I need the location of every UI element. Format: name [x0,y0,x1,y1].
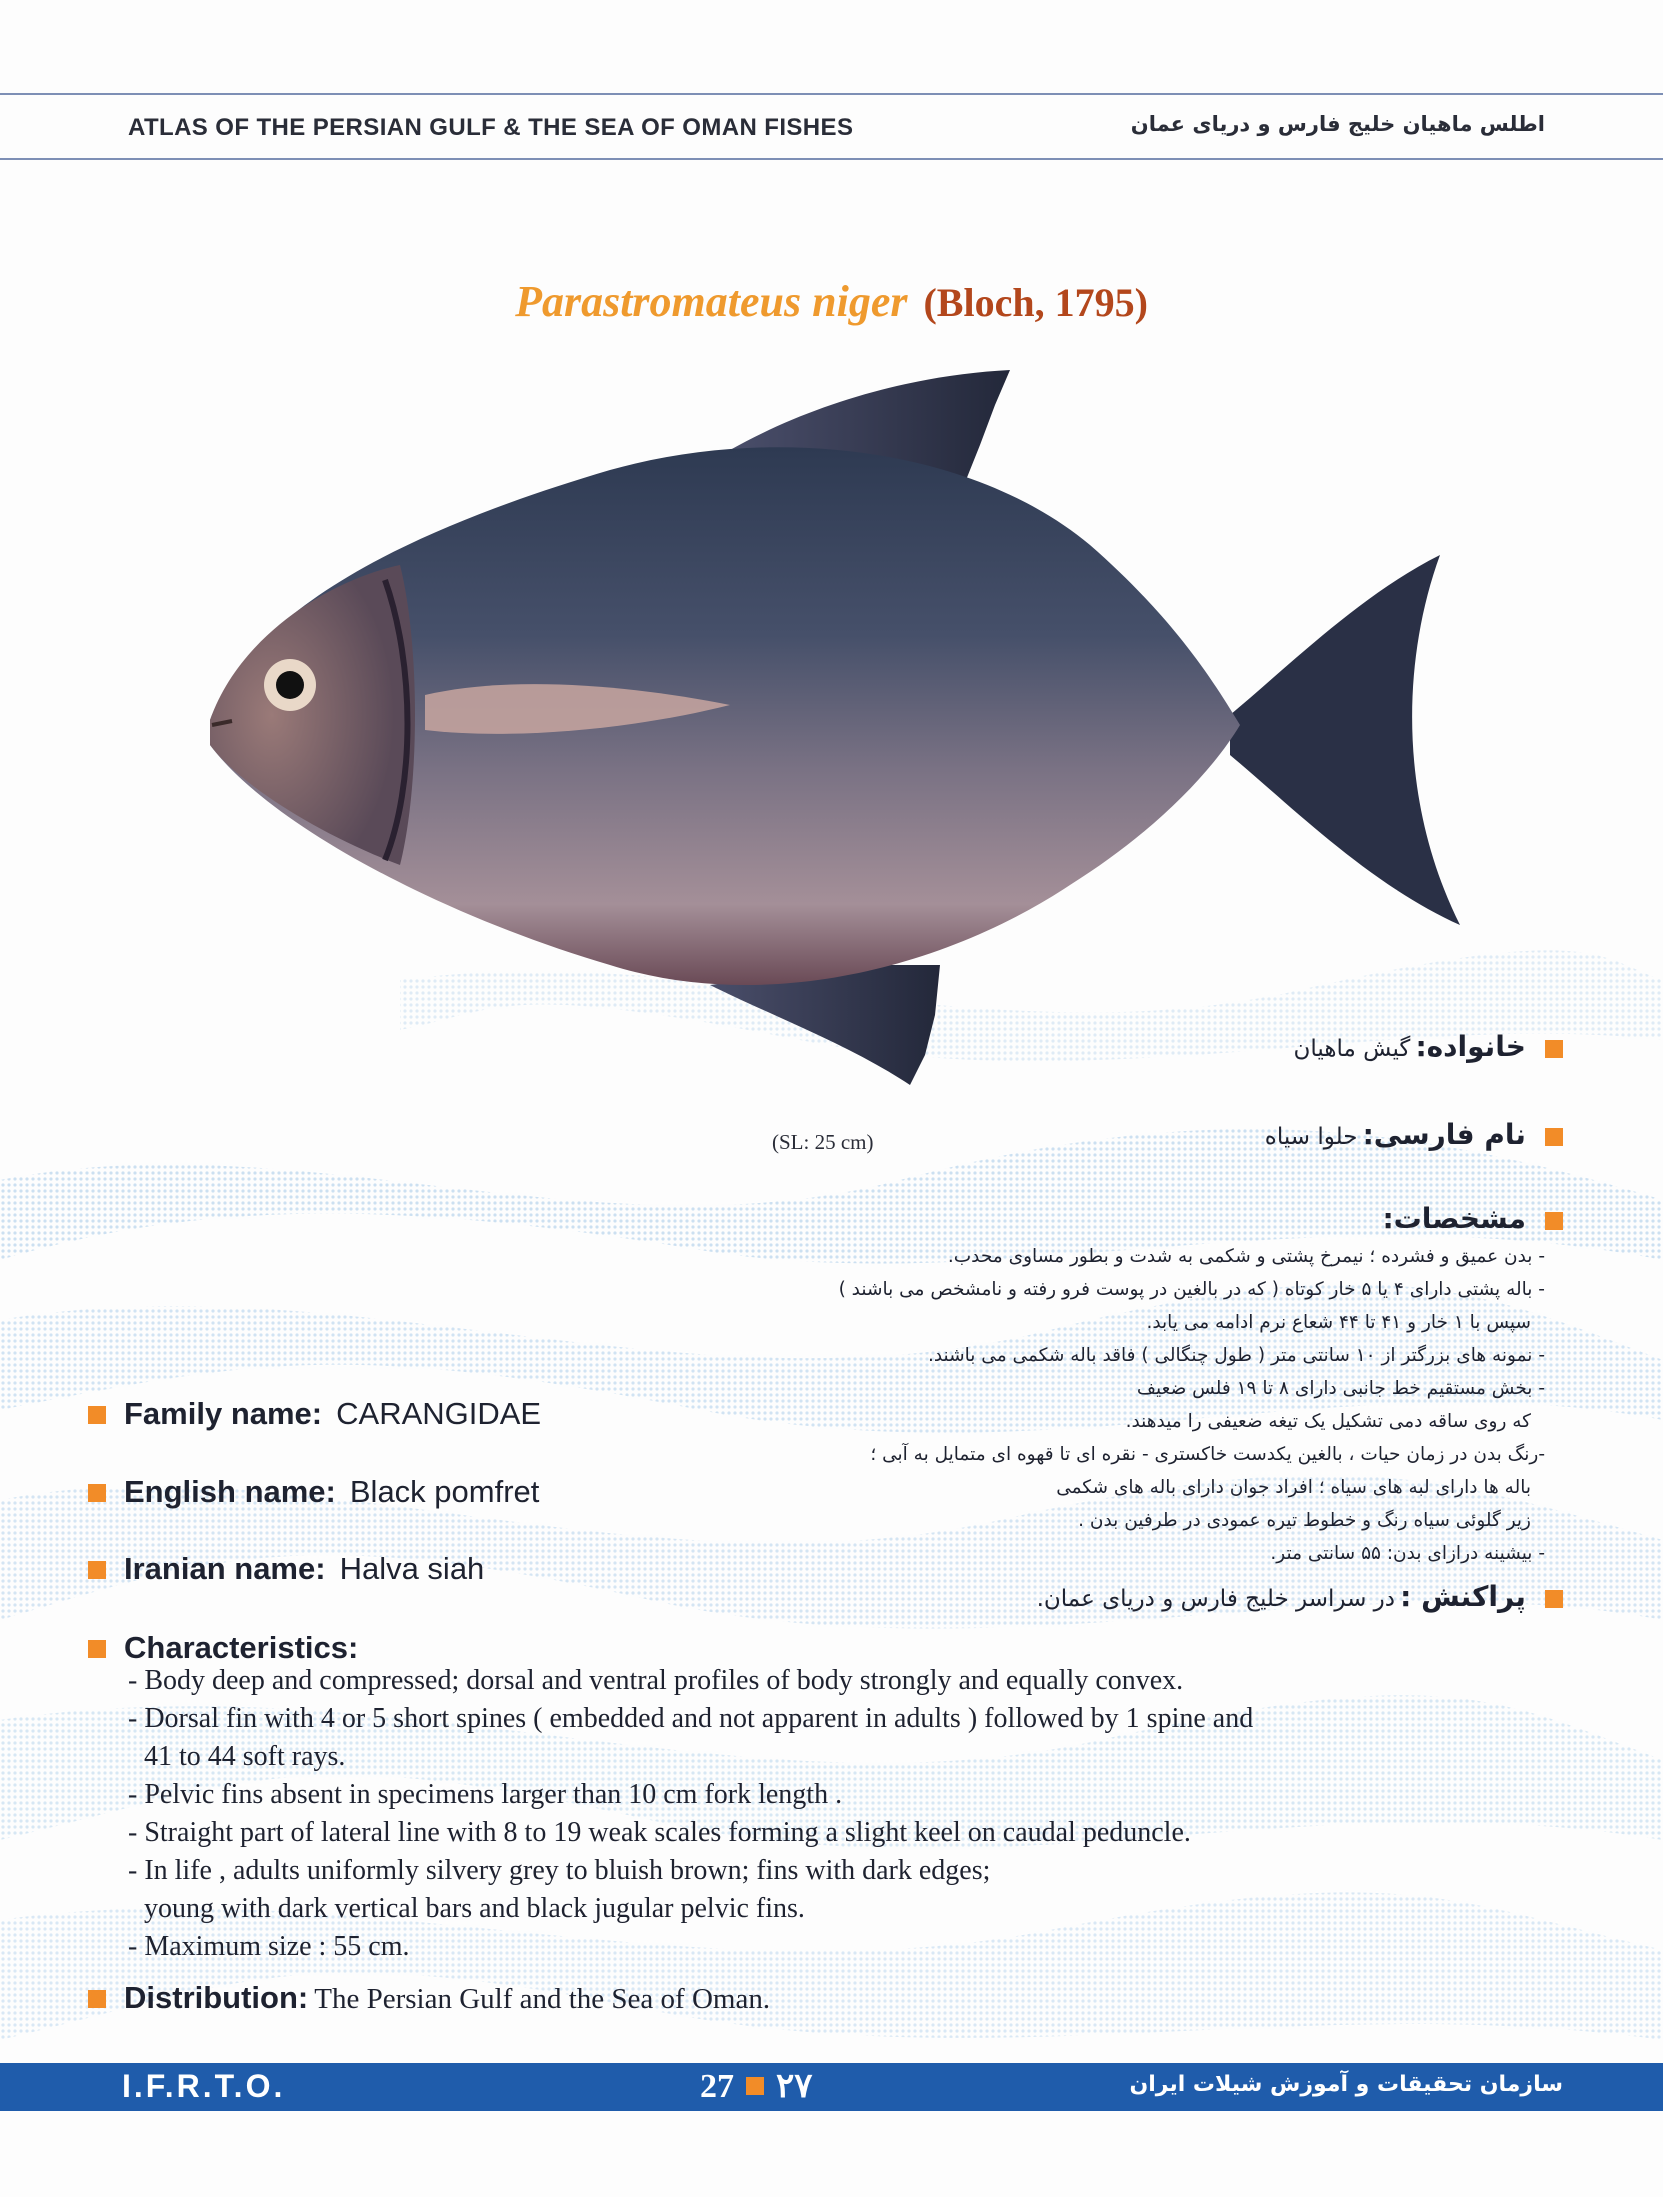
scientific-name: Parastromateus niger [515,277,908,326]
en-family-row [88,1396,541,1432]
en-iranian-name-value: Halva siah [339,1551,485,1586]
en-english-name-value: Black pomfret [349,1474,540,1509]
orange-bullet-icon [1545,1128,1563,1146]
header-rule-top [0,93,1663,95]
en-distribution-value: The Persian Gulf and the Sea of Oman. [314,1983,771,2015]
en-distribution-label: Distribution: [124,1980,309,2015]
en-family-label: Family name: [124,1396,323,1431]
fa-chars-list [785,1240,1545,1570]
en-chars-label: Characteristics: [124,1630,359,1665]
en-english-name-row [88,1474,539,1510]
orange-bullet-icon [88,1561,106,1579]
fa-char-line: سپس با ۱ خار و ۴۱ تا ۴۴ شعاع نرم ادامه می یابد. [1146,1312,1531,1333]
fa-char-line: که روی ساقه دمی تشکیل یک تیغه ضعیفی را میدهند. [1125,1411,1531,1432]
page-number-fa: ۲۷ [776,2068,813,2105]
en-char-line: - Straight part of lateral line with 8 to 19 weak scales forming a slight keel on caudal peduncle. [128,1817,1191,1848]
footer-org-abbrev: I.F.R.T.O. [122,2068,286,2104]
fa-char-line: - باله پشتی دارای ۴ یا ۵ خار کوتاه ( که در بالغین در پوست فرو رفته و نامشخص می باشند ) [838,1279,1545,1300]
fa-char-line: - بخش مستقیم خط جانبی دارای ۸ تا ۱۹ فلس ضعیف [1136,1378,1545,1399]
orange-bullet-icon [88,1990,106,2008]
orange-bullet-icon [88,1484,106,1502]
en-char-line: - Body deep and compressed; dorsal and ventral profiles of body strongly and equally convex. [128,1665,1184,1696]
fa-name-label: نام فارسی: [1362,1118,1526,1151]
page-number-en: 27 [700,2068,734,2105]
fa-chars-row [1382,1202,1563,1235]
orange-bullet-icon [88,1640,106,1658]
fa-char-line: - بیشینه درازای بدن: ۵۵ سانتی متر. [1270,1543,1545,1564]
en-distribution-row [88,1980,770,2016]
en-family-value: CARANGIDAE [336,1396,542,1431]
fa-char-line: -رنگ بدن در زمان حیات ، بالغین یکدست خاکستری - نقره ای تا قهوه ای متمایل به آبی ؛ [870,1444,1545,1465]
fa-name-row [1265,1118,1563,1151]
footer-org-name-fa: سازمان تحقیقات و آموزش شیلات ایران [1129,2072,1563,2097]
en-chars-row [88,1630,372,1666]
orange-bullet-icon [88,1406,106,1424]
species-title [0,276,1663,327]
fa-distribution-value: در سراسر خلیج فارس و دریای عمان. [1036,1586,1396,1612]
en-char-line: 41 to 44 soft rays. [144,1741,346,1772]
en-char-line: young with dark vertical bars and black jugular pelvic fins. [144,1893,805,1924]
en-chars-list [128,1662,1253,1966]
orange-bullet-icon [1545,1590,1563,1608]
fa-family-value: گیش ماهیان [1293,1036,1411,1062]
orange-bullet-icon [1545,1212,1563,1230]
fa-distribution-label: پراکنش : [1400,1580,1526,1613]
fa-char-line: - بدن عمیق و فشرده ؛ نیمرخ پشتی و شکمی به شدت و بطور مساوی محدب. [947,1246,1545,1267]
fa-char-line: زیر گلوئی سیاه رنگ و خطوط تیره عمودی در طرفین بدن . [1078,1510,1531,1531]
fa-chars-label: مشخصات: [1382,1202,1526,1235]
header-rule-bottom [0,158,1663,160]
footer-page-number [700,2066,813,2106]
en-char-line: - In life , adults uniformly silvery grey to bluish brown; fins with dark edges; [128,1855,991,1886]
fa-family-label: خانواده: [1415,1030,1526,1063]
fa-distribution-row [1037,1580,1563,1613]
fa-name-value: حلوا سیاه [1264,1124,1358,1150]
en-iranian-name-row [88,1551,484,1587]
en-english-name-label: English name: [124,1474,336,1509]
en-char-line: - Maximum size : 55 cm. [128,1931,410,1962]
header-title-en: ATLAS OF THE PERSIAN GULF & THE SEA OF OMAN FISHES [128,114,854,141]
orange-bullet-icon [746,2077,764,2095]
header-title-fa: اطلس ماهیان خلیج فارس و دریای عمان [1130,112,1545,136]
en-char-line: - Dorsal fin with 4 or 5 short spines ( embedded and not apparent in adults ) followed by 1 spine and [128,1703,1254,1734]
en-char-line: - Pelvic fins absent in specimens larger than 10 cm fork length . [128,1779,843,1810]
fa-family-row [1294,1030,1563,1063]
fa-char-line: - نمونه های بزرگتر از ۱۰ سانتی متر ( طول چنگالی ) فاقد باله شکمی می باشند. [927,1345,1545,1366]
en-iranian-name-label: Iranian name: [124,1551,326,1586]
fish-illustration [210,365,1470,1090]
size-caption: (SL: 25 cm) [772,1130,874,1154]
fa-char-line: باله ها دارای لبه های سیاه ؛ افراد جوان دارای باله های شکمی [1056,1477,1531,1498]
orange-bullet-icon [1545,1040,1563,1058]
species-authority: (Bloch, 1795) [923,280,1148,325]
